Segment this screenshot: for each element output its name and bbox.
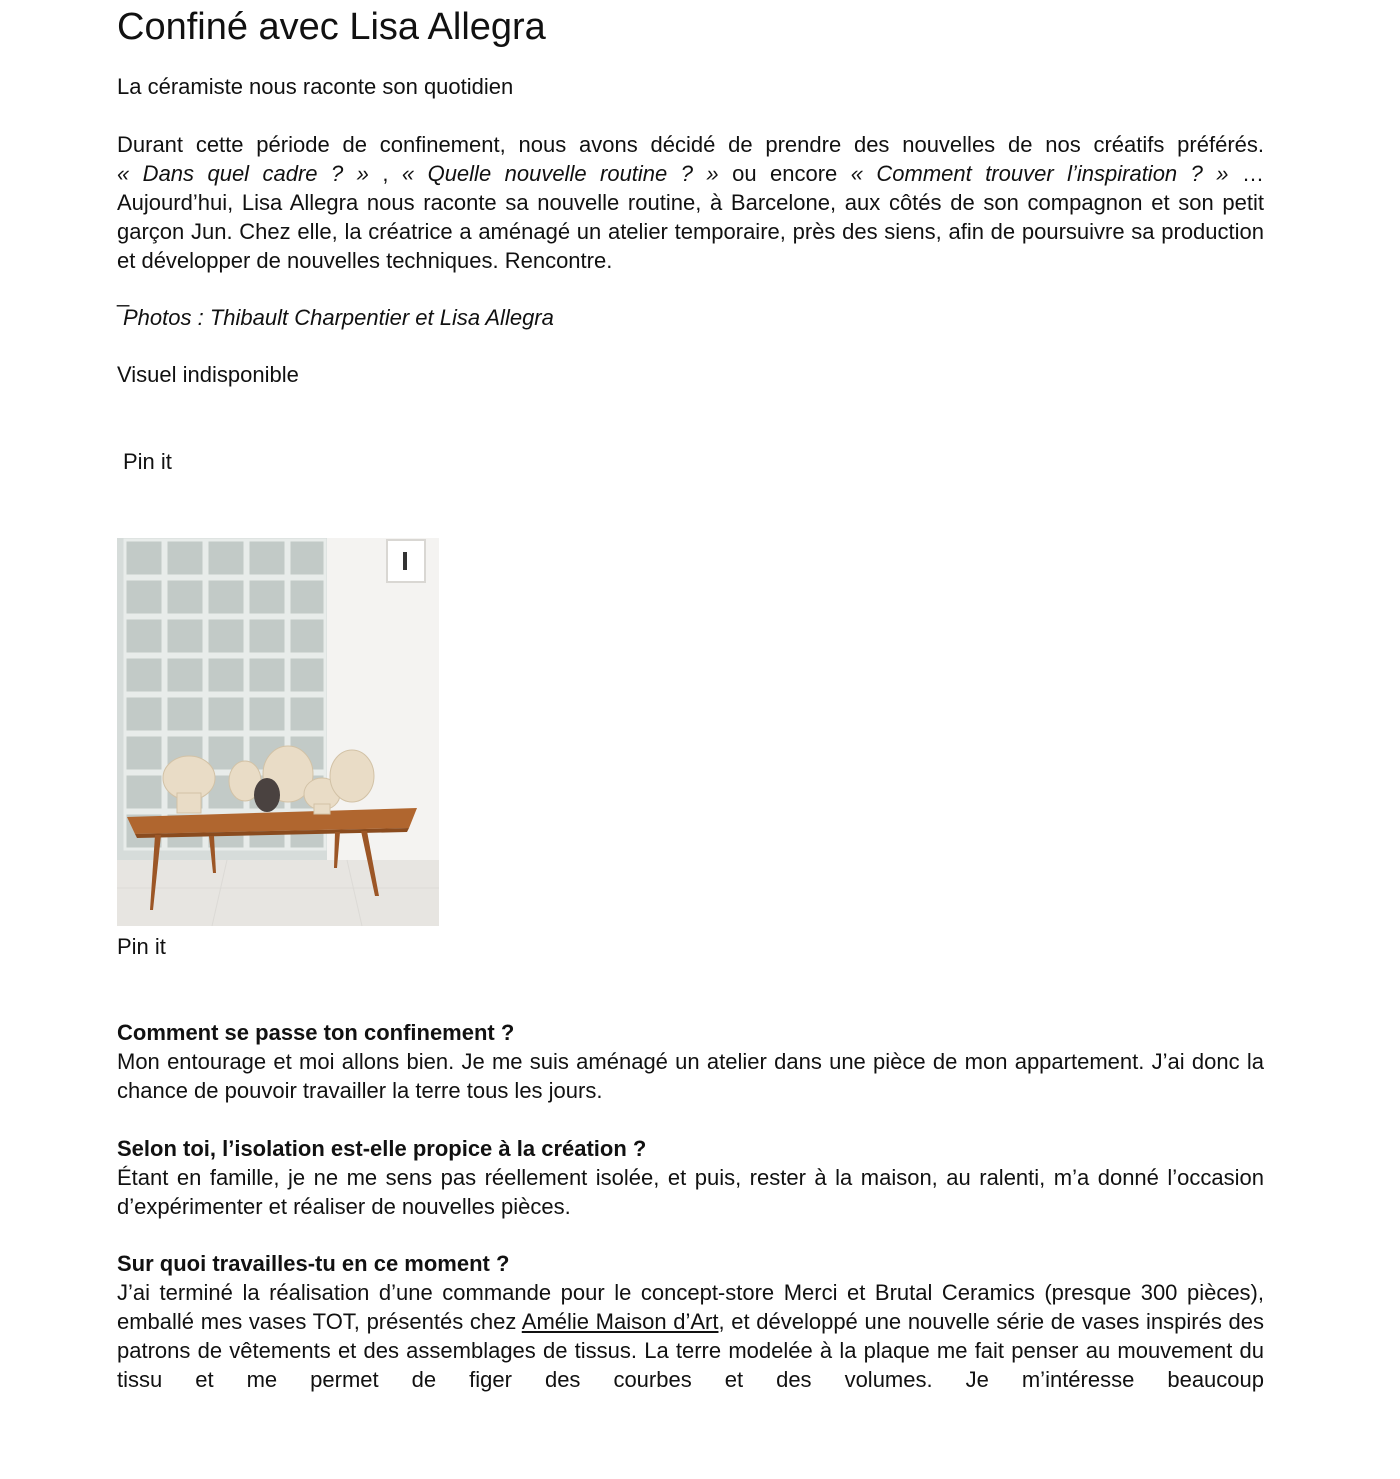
qa-answer-3 — [117, 1278, 1264, 1394]
intro-line-2 — [117, 159, 1264, 188]
intro-line-1: Durant cette période de confinement, nous avons décidé de prendre des nouvelles de nos créatifs préférés. — [117, 132, 1264, 157]
ceramics-photo — [117, 538, 439, 926]
intro-question-3: « Comment trouver l’inspiration ? » — [850, 161, 1229, 186]
qa-answer-3-part-2: , et développé une nouvelle série de vases inspirés des patrons de vêtements et des assemblages de tissus. La terre modelée à la plaque me fait penser au mouvement du tissu et me permet de figer des courbes et des volumes. Je m’intéresse beaucoup — [117, 1309, 1264, 1392]
intro-separator-1: , — [368, 161, 402, 186]
amelie-maison-dart-link[interactable]: Amélie Maison d’Art — [521, 1309, 719, 1334]
intro-paragraph — [117, 130, 1264, 275]
ceramics-photo-illustration — [117, 538, 439, 926]
visual-unavailable-text: Visuel indisponible — [117, 362, 299, 387]
intro-rest: Aujourd’hui, Lisa Allegra nous raconte sa nouvelle routine, à Barcelone, aux côtés de son compagnon et son petit garçon Jun. Chez elle, la créatrice a aménagé un atelier temporaire, près des siens, afin de poursuivre sa production et développer de nouvelles techniques. Rencontre. — [117, 190, 1264, 273]
qa-question-2: Selon toi, l’isolation est-elle propice à la création ? — [117, 1136, 647, 1161]
qa-question-1: Comment se passe ton confinement ? — [117, 1020, 515, 1045]
qa-answer-3-part-1: J’ai terminé la réalisation d’une commande pour le concept-store Merci et Brutal Ceramics (presque 300 pièces), emballé mes vases TOT, présentés chez — [117, 1280, 1264, 1334]
qa-answer-2: Étant en famille, je ne me sens pas réellement isolée, et puis, rester à la maison, au ralenti, m’a donné l’occasion d’expérimenter et réaliser de nouvelles pièces. — [117, 1165, 1264, 1219]
qa-question-3: Sur quoi travailles-tu en ce moment ? — [117, 1251, 510, 1276]
article-subtitle: La céramiste nous raconte son quotidien — [117, 74, 514, 99]
intro-question-2: « Quelle nouvelle routine ? » — [401, 161, 719, 186]
separator-dash: _ — [117, 282, 130, 307]
intro-separator-2: ou encore — [718, 161, 851, 186]
pin-it-link-2[interactable]: Pin it — [117, 934, 166, 959]
intro-ellipsis: … — [1228, 161, 1264, 186]
qa-answer-1: Mon entourage et moi allons bien. Je me suis aménagé un atelier dans une pièce de mon appartement. J’ai donc la chance de pouvoir travailler la terre tous les jours. — [117, 1049, 1264, 1103]
article-title: Confiné avec Lisa Allegra — [117, 6, 546, 48]
pin-it-link-1[interactable]: Pin it — [123, 449, 172, 474]
photo-credits: Photos : Thibault Charpentier et Lisa Allegra — [123, 305, 554, 330]
intro-question-1: « Dans quel cadre ? » — [117, 161, 369, 186]
